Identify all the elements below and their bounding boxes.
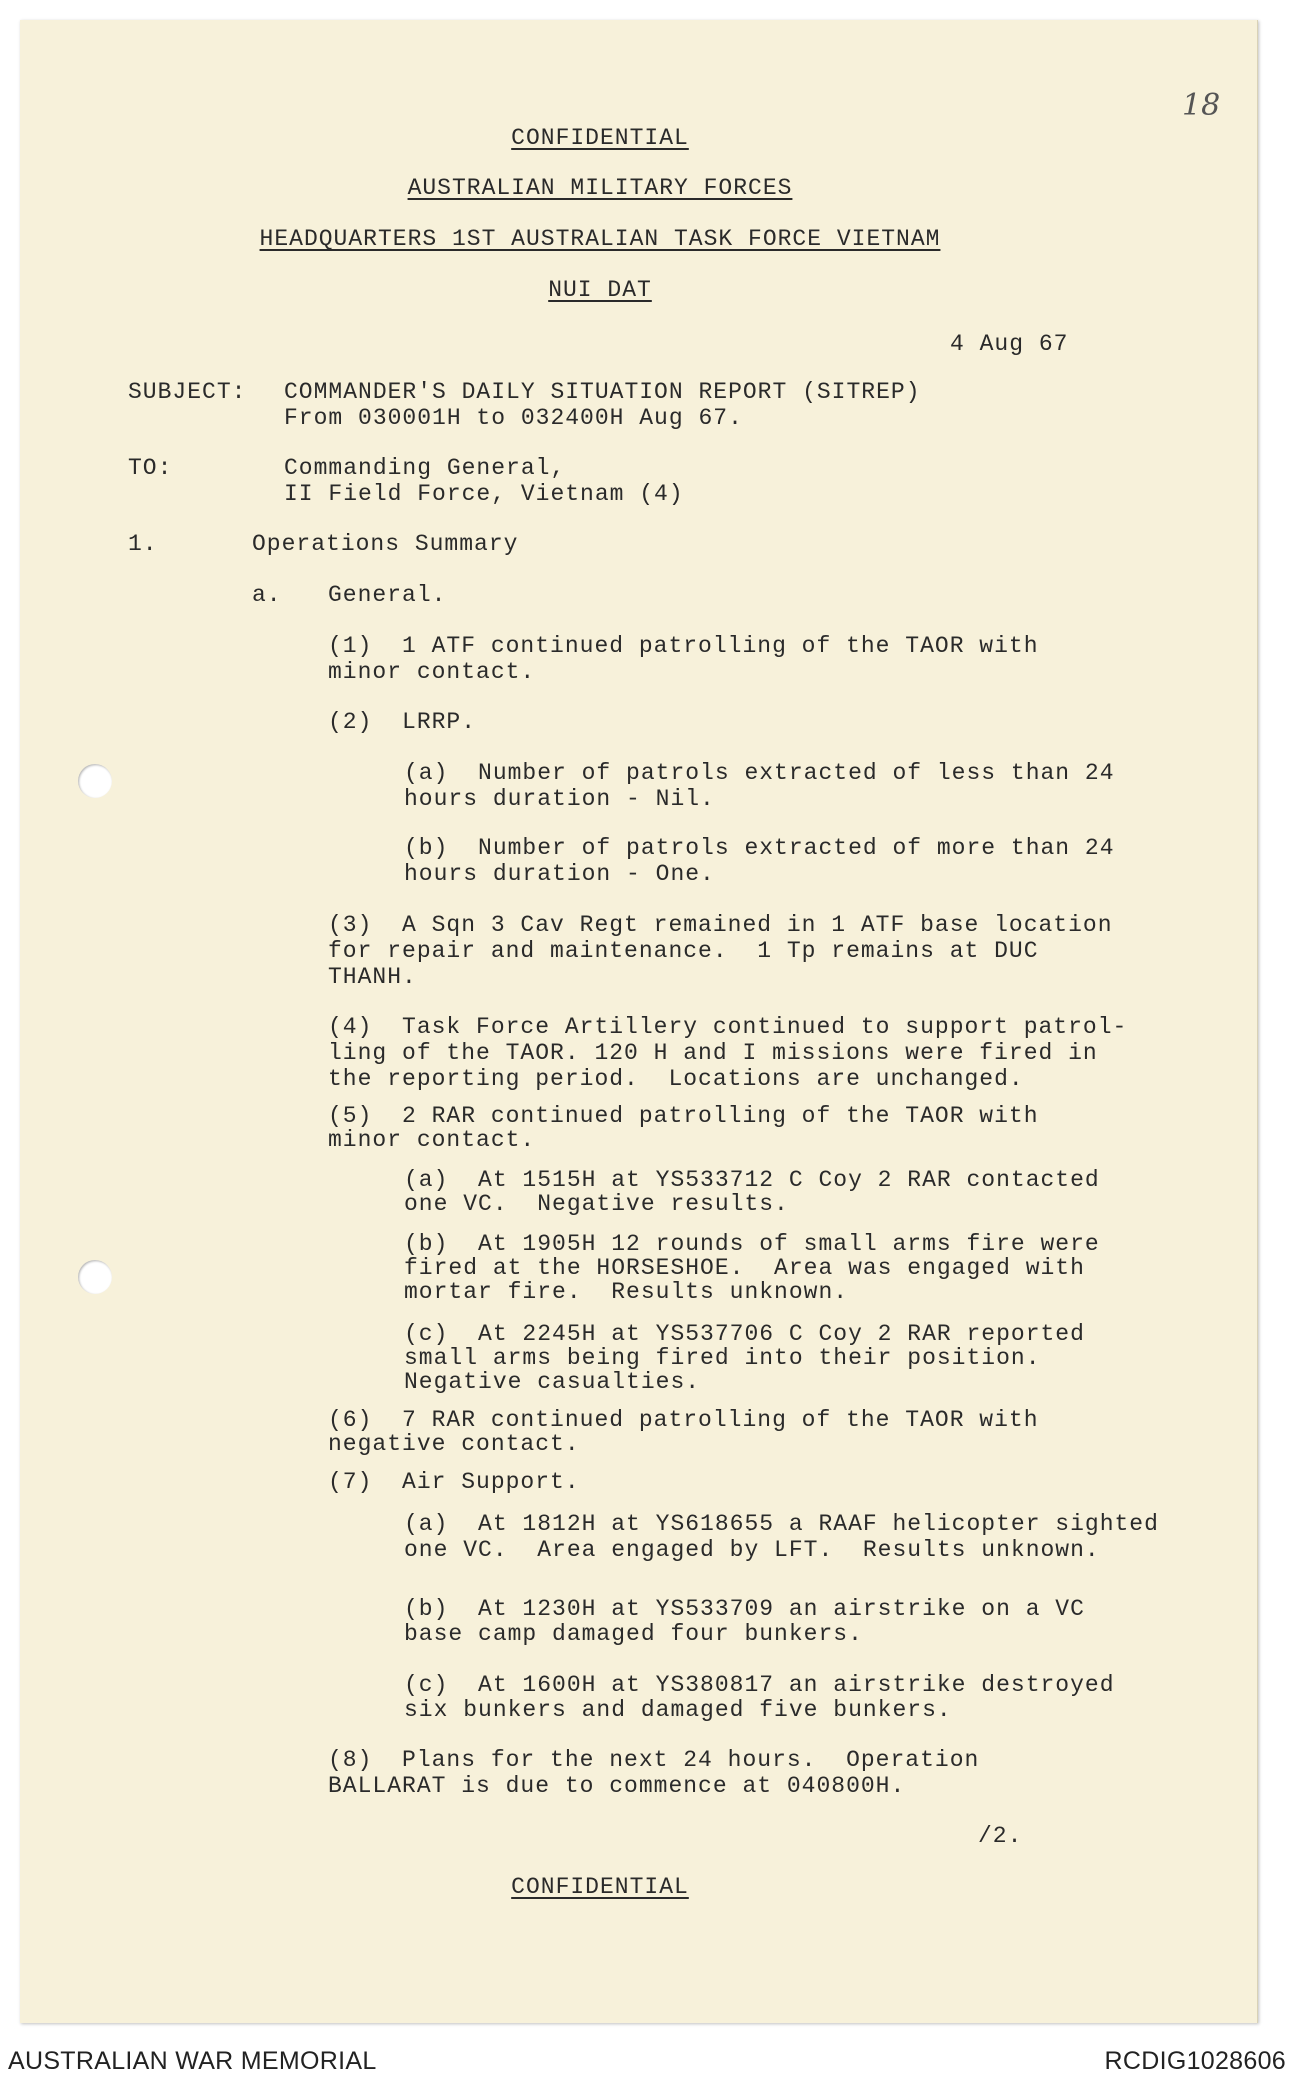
paragraph-line: hours duration - One. <box>404 861 715 887</box>
classification-bottom: CONFIDENTIAL <box>511 1874 689 1900</box>
paragraph-line: base camp damaged four bunkers. <box>404 1621 863 1647</box>
paragraph-line: BALLARAT is due to commence at 040800H. <box>328 1773 906 1799</box>
to-line: Commanding General, <box>284 455 566 481</box>
paragraph-line: Negative casualties. <box>404 1369 701 1395</box>
paragraph-line: (c) At 2245H at YS537706 C Coy 2 RAR reported <box>404 1321 1085 1347</box>
paragraph-line: (6) 7 RAR continued patrolling of the TAOR with <box>328 1407 1039 1433</box>
paragraph-line: (a) At 1812H at YS618655 a RAAF helicopter sighted <box>404 1511 1159 1537</box>
handwritten-page-number: 18 <box>1182 88 1221 123</box>
paragraph-line: for repair and maintenance. 1 Tp remains at DUC <box>328 938 1039 964</box>
paragraph-line: (b) Number of patrols extracted of more than 24 <box>404 835 1115 861</box>
paragraph-line: (5) 2 RAR continued patrolling of the TAOR with <box>328 1103 1039 1129</box>
location-heading: NUI DAT <box>548 277 652 303</box>
paragraph-line: the reporting period. Locations are unchanged. <box>328 1066 1024 1092</box>
paragraph-line: six bunkers and damaged five bunkers. <box>404 1697 952 1723</box>
paragraph-line: mortar fire. Results unknown. <box>404 1279 849 1305</box>
paragraph-line: minor contact. <box>328 1127 536 1153</box>
punch-hole <box>78 1260 112 1294</box>
to-line: II Field Force, Vietnam (4) <box>284 481 684 507</box>
archive-reference: RCDIG1028606 <box>1104 2047 1286 2075</box>
hq-heading: HEADQUARTERS 1ST AUSTRALIAN TASK FORCE VIETNAM <box>259 226 941 252</box>
continuation-marker: /2. <box>978 1823 1023 1849</box>
subsection-title: General. <box>328 582 447 608</box>
paragraph-line: minor contact. <box>328 659 536 685</box>
paragraph-line: one VC. Negative results. <box>404 1191 789 1217</box>
paragraph-line: (4) Task Force Artillery continued to support patrol- <box>328 1014 1128 1040</box>
org-heading: AUSTRALIAN MILITARY FORCES <box>407 175 793 201</box>
classification-top: CONFIDENTIAL <box>511 125 689 151</box>
paragraph-line: (a) At 1515H at YS533712 C Coy 2 RAR contacted <box>404 1167 1100 1193</box>
subject-line: From 030001H to 032400H Aug 67. <box>284 405 743 431</box>
paragraph-line: (c) At 1600H at YS380817 an airstrike destroyed <box>404 1672 1115 1698</box>
punch-hole <box>78 764 112 798</box>
paragraph-line: (7) Air Support. <box>328 1469 580 1495</box>
to-label: TO: <box>128 455 173 481</box>
paragraph-line: (b) At 1905H 12 rounds of small arms fire were <box>404 1231 1100 1257</box>
subject-line: COMMANDER'S DAILY SITUATION REPORT (SITREP) <box>284 379 921 405</box>
paragraph-line: (1) 1 ATF continued patrolling of the TAOR with <box>328 633 1039 659</box>
paragraph-line: (a) Number of patrols extracted of less than 24 <box>404 760 1115 786</box>
paragraph-line: (b) At 1230H at YS533709 an airstrike on a VC <box>404 1596 1085 1622</box>
section-title: Operations Summary <box>252 531 519 557</box>
paragraph-line: fired at the HORSESHOE. Area was engaged with <box>404 1255 1085 1281</box>
document-date: 4 Aug 67 <box>950 331 1069 357</box>
section-number: 1. <box>128 531 158 557</box>
paragraph-line: THANH. <box>328 964 417 990</box>
paragraph-line: (3) A Sqn 3 Cav Regt remained in 1 ATF base location <box>328 912 1113 938</box>
paragraph-line: (2) LRRP. <box>328 709 477 735</box>
paragraph-line: one VC. Area engaged by LFT. Results unknown. <box>404 1537 1100 1563</box>
archive-credit: AUSTRALIAN WAR MEMORIAL <box>8 2047 377 2075</box>
subject-label: SUBJECT: <box>128 379 247 405</box>
paragraph-line: small arms being fired into their position. <box>404 1345 1041 1371</box>
paragraph-line: negative contact. <box>328 1431 580 1457</box>
paragraph-line: ling of the TAOR. 120 H and I missions were fired in <box>328 1040 1098 1066</box>
paragraph-line: hours duration - Nil. <box>404 786 715 812</box>
subsection-label: a. <box>252 582 282 608</box>
paragraph-line: (8) Plans for the next 24 hours. Operation <box>328 1747 980 1773</box>
